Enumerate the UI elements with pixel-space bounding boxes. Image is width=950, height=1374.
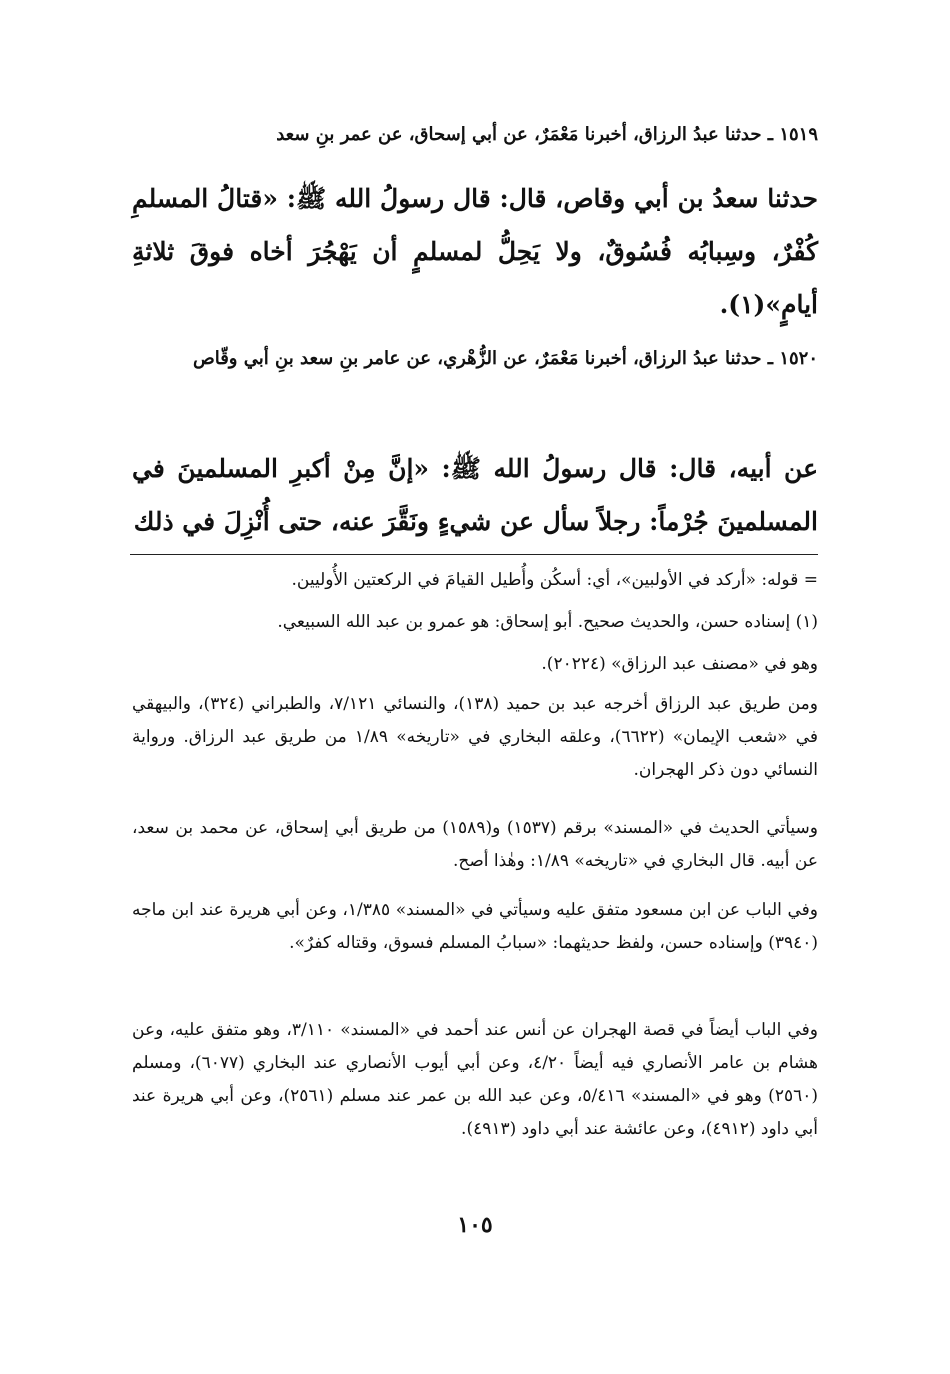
hadith-1520-isnad [132, 340, 818, 377]
hadith-1519-isnad [132, 116, 818, 153]
footnote-1-b: وهو في «مصنف عبد الرزاق» (٢٠٢٢٤). [541, 654, 818, 674]
footnote-1-c: ومن طريق عبد الرزاق أخرجه عبد بن حميد (١٣٨)، والنسائي ٧/١٢١، والطبراني (٣٢٤)، والبيهقي في «شعب الإيمان» (٦٦٢٢)، وعلقه البخاري في «تاريخه» ١/٨٩ من طريق عبد الرزاق. ورواية النسائي دون ذكر الهجران. [132, 694, 818, 780]
hadith-1519-matn: حدثنا سعدُ بن أبي وقاص، قال: قال رسولُ الله ﷺ: «قتالُ المسلمِ كُفْرٌ، وسِبابُه فُسُوقٌ، ولا يَحِلُّ لمسلمٍ أن يَهْجُرَ أخاه فوقَ ثلاثةِ أيامٍ»(١). [132, 184, 818, 319]
footnote-1-a: (١) إسناده حسن، والحديث صحيح. أبو إسحاق: هو عمرو بن عبد الله السبيعي. [277, 612, 818, 632]
hadith-1520-matn: عن أبيه، قال: قال رسولُ الله ﷺ: «إنَّ مِنْ أكبرِ المسلمينَ في المسلمينَ جُرْماً: رجلاً سأل عن شيءٍ ونَقَّرَ عنه، حتى أُنْزِلَ في ذلك [132, 454, 818, 536]
footnote-1-e: وفي الباب عن ابن مسعود متفق عليه وسيأتي في «المسند» ١/٣٨٥، وعن أبي هريرة عند ابن ماجه (٣٩٤٠) وإسناده حسن، ولفظ حديثهما: «سبابُ المسلم فسوق، وقتاله كفرٌ». [132, 900, 818, 953]
footnote-1-f: وفي الباب أيضاً في قصة الهجران عن أنس عند أحمد في «المسند» ٣/١١٠، وهو متفق عليه، وعن هشام بن عامر الأنصاري فيه أيضاً ٤/٢٠، وعن أبي أيوب الأنصاري عند البخاري (٦٠٧٧)، ومسلم (٢٥٦٠) وهو في «المسند» ٥/٤١٦، وعن عبد الله بن عمر عند مسلم (٢٥٦١)، وعن أبي هريرة عند أبي داود (٤٩١٢)، وعن عائشة عند أبي داود (٤٩١٣). [132, 1020, 818, 1139]
hadith-1520-isnad-text: ـ حدثنا عبدُ الرزاق، أخبرنا مَعْمَرٌ، عن الزُّهْري، عن عامر بنِ سعد بنِ أبي وقّاص [192, 348, 774, 369]
footnote-continuation: = قوله: «أركد في الأولبين»، أي: أسكُن وأُطيل القيامَ في الركعتين الأُوليين. [291, 570, 818, 590]
footnote-separator [130, 554, 818, 555]
page-number: ١٠٥ [457, 1212, 493, 1238]
hadith-1519-number: ١٥١٩ [779, 124, 818, 145]
hadith-1519-isnad-text: ـ حدثنا عبدُ الرزاق، أخبرنا مَعْمَرٌ، عن أبي إسحاق، عن عمر بنِ سعد [276, 124, 774, 145]
hadith-1520-number: ١٥٢٠ [779, 348, 818, 369]
footnote-1-d: وسيأتي الحديث في «المسند» برقم (١٥٣٧) و(١٥٨٩) من طريق أبي إسحاق، عن محمد بن سعد، عن أبيه. قال البخاري في «تاريخه» ١/٨٩: وهٰذا أصح. [132, 818, 818, 871]
